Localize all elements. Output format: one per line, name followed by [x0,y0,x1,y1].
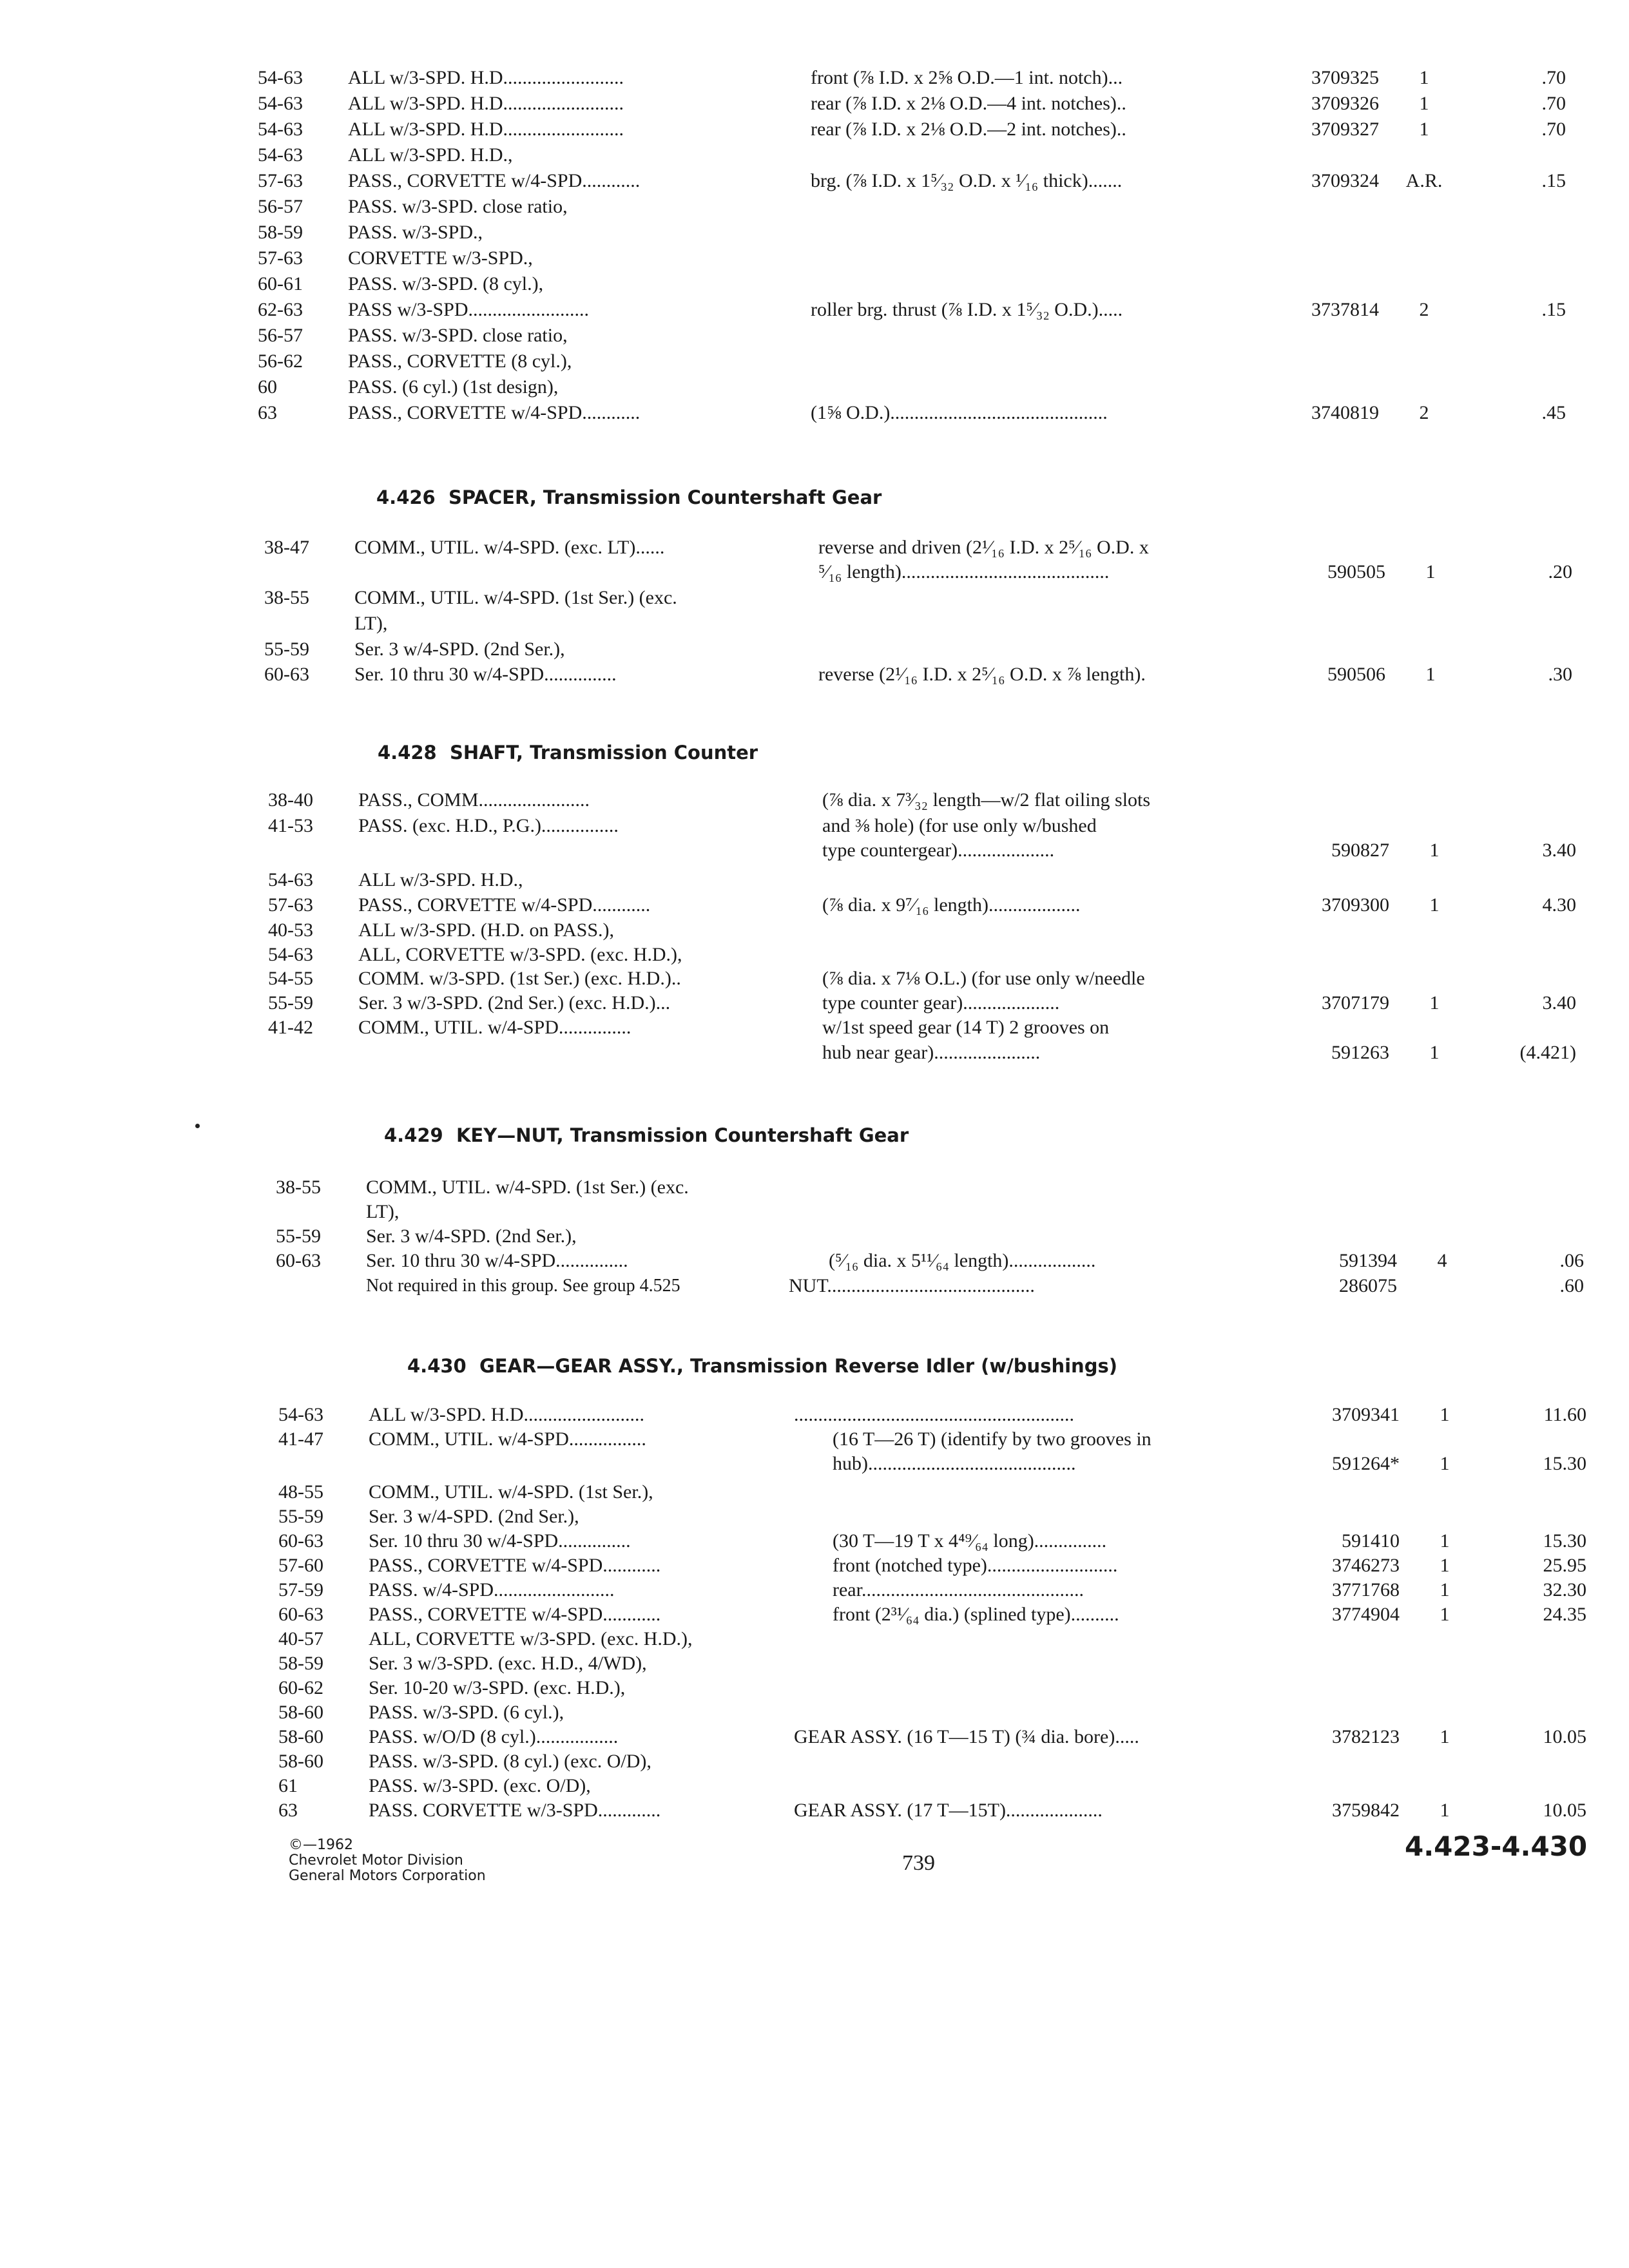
description-cell: (⁵⁄₁₆ dia. x 5¹¹⁄₆₄ length).................. [829,1250,1096,1271]
copyright-line: ©—1962 [289,1837,353,1853]
part-number-cell: 3709324 [1311,170,1379,191]
model-cell: LT), [366,1201,400,1222]
years-cell: 62-63 [258,299,303,320]
table-row [258,91,1566,117]
table-row [264,585,1521,611]
price-cell: .70 [1541,119,1566,140]
years-cell: 58-60 [278,1751,323,1772]
part-number-cell: 591410 [1342,1530,1400,1552]
table-row [268,966,1525,992]
description-cell: GEAR ASSY. (17 T—15T).................... [794,1800,1103,1821]
model-cell: PASS., CORVETTE w/4-SPD............ [369,1555,661,1576]
table-row [278,1553,1586,1579]
table-row [276,1224,1532,1249]
price-cell: .70 [1541,67,1566,88]
table-row [258,271,1514,297]
years-cell: 54-63 [268,944,313,965]
part-number-cell: 591264* [1332,1453,1400,1474]
part-number-cell: 286075 [1339,1275,1397,1296]
description-cell: type countergear).................... [822,840,1055,861]
model-cell: COMM., UTIL. w/4-SPD. (1st Ser.) (exc. [354,587,677,608]
part-number-cell: 3740819 [1311,402,1379,423]
table-row [258,194,1514,220]
years-cell: 60 [258,376,277,398]
part-number-cell: 3707179 [1322,992,1389,1014]
years-cell: 57-63 [268,894,313,916]
section-heading [384,1122,909,1148]
model-cell: Ser. 3 w/3-SPD. (exc. H.D., 4/WD), [369,1653,647,1674]
table-row [278,1798,1586,1823]
quantity-cell: 1 [1440,1726,1450,1747]
price-cell: .15 [1541,299,1566,320]
price-cell: .30 [1548,664,1572,685]
years-cell: 54-63 [258,67,303,88]
table-row [258,297,1566,323]
price-cell: 3.40 [1542,840,1576,861]
model-cell: PASS., CORVETTE (8 cyl.), [348,351,572,372]
model-cell: PASS. w/3-SPD., [348,222,483,243]
part-number-cell: 3737814 [1311,299,1379,320]
quantity-cell: 1 [1440,1579,1450,1600]
years-cell: 60-63 [278,1604,323,1625]
quantity-cell: 4 [1437,1250,1447,1271]
table-row [278,1528,1586,1554]
price-cell: 3.40 [1542,992,1576,1014]
description-cell: type counter gear).................... [822,992,1060,1014]
quantity-cell: 1 [1429,992,1440,1014]
years-cell: 38-47 [264,537,309,558]
model-cell: COMM., UTIL. w/4-SPD............... [358,1017,631,1038]
years-cell: 41-47 [278,1428,323,1450]
quantity-cell: 1 [1429,840,1440,861]
model-cell: Ser. 10 thru 30 w/4-SPD............... [366,1250,628,1271]
model-cell: PASS. w/3-SPD. (6 cyl.), [369,1702,564,1723]
model-cell: ALL w/3-SPD. H.D......................... [348,119,624,140]
years-cell: 38-55 [264,587,309,608]
years-cell: 56-57 [258,196,303,217]
model-cell: ALL, CORVETTE w/3-SPD. (exc. H.D.), [369,1628,693,1649]
model-cell: ALL w/3-SPD. H.D., [358,869,523,890]
table-row [258,245,1514,271]
years-cell: 55-59 [276,1225,321,1247]
table-row [278,1602,1586,1628]
quantity-cell: A.R. [1405,170,1443,191]
table-row [258,65,1566,91]
part-number-cell: 3709300 [1322,894,1389,916]
model-cell: COMM., UTIL. w/4-SPD. (1st Ser.), [369,1481,653,1503]
table-row [264,535,1521,561]
price-cell: .06 [1559,1250,1584,1271]
price-cell: (4.421) [1519,1042,1576,1063]
years-cell: 57-63 [258,247,303,269]
model-cell: CORVETTE w/3-SPD., [348,247,533,269]
description-cell: .......................................................... [794,1404,1074,1425]
stray-dot [195,1124,200,1128]
description-cell: front (⅞ I.D. x 2⅝ O.D.—1 int. notch)... [811,67,1123,88]
table-row [268,942,1525,968]
description-cell: reverse (2¹⁄₁₆ I.D. x 2⁵⁄₁₆ O.D. x ⅞ length). [818,664,1146,685]
quantity-cell: 1 [1440,1530,1450,1552]
model-cell: Ser. 10 thru 30 w/4-SPD............... [354,664,617,685]
description-cell: front (notched type)........................... [833,1555,1118,1576]
years-cell: 54-63 [258,93,303,114]
years-cell: 54-63 [258,119,303,140]
description-cell: (1⅝ O.D.)............................................. [811,402,1108,423]
years-cell: 38-55 [276,1177,321,1198]
part-number-cell: 591263 [1331,1042,1389,1063]
section-number: 4.428 [378,742,437,764]
table-row [258,117,1566,142]
quantity-cell: 1 [1440,1555,1450,1576]
years-cell: 61 [278,1775,298,1796]
quantity-cell: 1 [1440,1800,1450,1821]
model-cell: PASS. w/O/D (8 cyl.)................. [369,1726,619,1747]
model-cell: PASS., CORVETTE w/4-SPD............ [358,894,651,916]
quantity-cell: 2 [1419,299,1429,320]
table-row [258,168,1566,194]
years-cell: 57-60 [278,1555,323,1576]
model-cell: ALL w/3-SPD. H.D......................... [369,1404,645,1425]
table-row [278,1626,1535,1652]
quantity-cell: 1 [1419,93,1429,114]
years-cell: 58-59 [278,1653,323,1674]
division-line: Chevrolet Motor Division [289,1852,463,1869]
part-number-cell: 3746273 [1332,1555,1400,1576]
price-cell: 10.05 [1543,1726,1586,1747]
model-cell: Not required in this group. See group 4.525 [366,1276,680,1296]
table-row [278,1651,1535,1677]
description-cell: (⅞ dia. x 9⁷⁄₁₆ length)................... [822,894,1081,916]
model-cell: Ser. 10 thru 30 w/4-SPD............... [369,1530,631,1552]
table-row [278,1700,1535,1725]
quantity-cell: 2 [1419,402,1429,423]
quantity-cell: 1 [1425,664,1436,685]
part-number-cell: 3771768 [1332,1579,1400,1600]
model-cell: Ser. 3 w/3-SPD. (2nd Ser.) (exc. H.D.)... [358,992,671,1014]
model-cell: PASS. CORVETTE w/3-SPD............. [369,1800,661,1821]
part-number-cell: 590506 [1327,664,1385,685]
table-row [268,990,1576,1016]
model-cell: PASS., COMM....................... [358,789,590,811]
description-cell: and ⅜ hole) (for use only w/bushed [822,815,1097,836]
model-cell: ALL, CORVETTE w/3-SPD. (exc. H.D.), [358,944,682,965]
quantity-cell: 1 [1419,119,1429,140]
years-cell: 60-63 [276,1250,321,1271]
price-cell: .70 [1541,93,1566,114]
price-cell: 4.30 [1542,894,1576,916]
price-cell: .45 [1541,402,1566,423]
table-row [258,400,1566,426]
section-title: GEAR—GEAR ASSY., Transmission Reverse Idler (w/bushings) [479,1355,1117,1377]
years-cell: 57-63 [258,170,303,191]
corporation-line: General Motors Corporation [289,1868,486,1884]
years-cell: 40-53 [268,919,313,941]
model-cell: PASS. (exc. H.D., P.G.)................ [358,815,619,836]
years-cell: 54-55 [268,968,313,989]
price-cell: 24.35 [1543,1604,1586,1625]
table-row [278,1427,1535,1452]
years-cell: 40-57 [278,1628,323,1649]
table-row [268,867,1525,893]
model-cell: PASS w/3-SPD......................... [348,299,589,320]
years-cell: 60-61 [258,273,303,294]
model-cell: PASS. (6 cyl.) (1st design), [348,376,559,398]
years-cell: 54-63 [258,144,303,166]
description-cell: rear.............................................. [833,1579,1084,1600]
description-cell: reverse and driven (2¹⁄₁₆ I.D. x 2⁵⁄₁₆ O.D. x [818,537,1149,558]
model-cell: COMM. w/3-SPD. (1st Ser.) (exc. H.D.).. [358,968,681,989]
description-cell: rear (⅞ I.D. x 2⅛ O.D.—2 int. notches).. [811,119,1126,140]
section-number: 4.430 [407,1355,467,1377]
price-cell: 11.60 [1543,1404,1586,1425]
years-cell: 58-60 [278,1702,323,1723]
quantity-cell: 1 [1429,894,1440,916]
section-heading [378,740,758,765]
table-row [276,1175,1532,1200]
table-row [278,1451,1586,1477]
part-number-cell: 3782123 [1332,1726,1400,1747]
years-cell: 60-62 [278,1677,323,1698]
table-row [268,918,1525,943]
table-row [264,637,1521,662]
model-cell: PASS. w/3-SPD. (exc. O/D), [369,1775,591,1796]
model-cell: ALL w/3-SPD. (H.D. on PASS.), [358,919,615,941]
table-row [268,787,1525,813]
table-row [278,1724,1586,1750]
description-cell: (30 T—19 T x 4⁴⁹⁄₆₄ long)............... [833,1530,1107,1552]
years-cell: 55-59 [264,639,309,660]
model-cell: Ser. 3 w/4-SPD. (2nd Ser.), [366,1225,577,1247]
section-title: KEY—NUT, Transmission Countershaft Gear [456,1124,909,1146]
table-row [268,1040,1576,1066]
years-cell: 38-40 [268,789,313,811]
model-cell: COMM., UTIL. w/4-SPD. (exc. LT)...... [354,537,665,558]
section-heading [376,485,882,510]
table-row [268,892,1576,918]
model-cell: Ser. 10-20 w/3-SPD. (exc. H.D.), [369,1677,626,1698]
years-cell: 56-62 [258,351,303,372]
quantity-cell: 1 [1425,561,1436,582]
table-row [278,1479,1535,1505]
part-number-cell: 3709326 [1311,93,1379,114]
description-cell: rear (⅞ I.D. x 2⅛ O.D.—4 int. notches).. [811,93,1126,114]
table-row [278,1749,1535,1774]
model-cell: COMM., UTIL. w/4-SPD................ [369,1428,646,1450]
description-cell: hub near gear)...................... [822,1042,1041,1063]
section-heading [407,1353,1117,1379]
group-range: 4.423-4.430 [1405,1831,1588,1862]
section-title: SHAFT, Transmission Counter [449,742,758,764]
model-cell: PASS., CORVETTE w/4-SPD............ [348,170,641,191]
quantity-cell: 1 [1440,1404,1450,1425]
table-row [278,1504,1535,1530]
table-row [258,323,1514,349]
model-cell: ALL w/3-SPD. H.D......................... [348,67,624,88]
table-row [278,1675,1535,1701]
price-cell: 10.05 [1543,1800,1586,1821]
years-cell: 48-55 [278,1481,323,1503]
description-cell: w/1st speed gear (14 T) 2 grooves on [822,1017,1110,1038]
table-row [276,1273,1584,1299]
price-cell: .60 [1559,1275,1584,1296]
part-number-cell: 3709341 [1332,1404,1400,1425]
section-title: SPACER, Transmission Countershaft Gear [448,486,882,508]
years-cell: 41-42 [268,1017,313,1038]
model-cell: PASS. w/3-SPD. (8 cyl.) (exc. O/D), [369,1751,651,1772]
model-cell: ALL w/3-SPD. H.D., [348,144,513,166]
description-cell: (⅞ dia. x 7³⁄₃₂ length—w/2 flat oiling slots [822,789,1151,811]
table-row [268,1015,1525,1041]
years-cell: 60-63 [278,1530,323,1552]
table-row [258,374,1514,400]
years-cell: 41-53 [268,815,313,836]
price-cell: .20 [1548,561,1572,582]
years-cell: 54-63 [278,1404,323,1425]
quantity-cell: 1 [1440,1604,1450,1625]
part-number-cell: 590505 [1327,561,1385,582]
table-row [276,1199,1532,1225]
years-cell: 63 [278,1800,298,1821]
years-cell: 54-63 [268,869,313,890]
description-cell: hub)........................................... [833,1453,1076,1474]
table-row [258,349,1514,374]
description-cell: front (2³¹⁄₆₄ dia.) (splined type).......... [833,1604,1119,1625]
table-row [268,838,1576,863]
model-cell: Ser. 3 w/4-SPD. (2nd Ser.), [369,1506,579,1527]
table-row [268,813,1525,839]
description-cell: GEAR ASSY. (16 T—15 T) (¾ dia. bore)..... [794,1726,1139,1747]
description-cell: ⁵⁄₁₆ length)........................................... [818,561,1110,582]
part-number-cell: 3709327 [1311,119,1379,140]
model-cell: PASS. w/3-SPD. (8 cyl.), [348,273,544,294]
years-cell: 55-59 [268,992,313,1014]
description-cell: (16 T—26 T) (identify by two grooves in [833,1428,1152,1450]
model-cell: LT), [354,613,388,634]
model-cell: PASS. w/4-SPD......................... [369,1579,615,1600]
part-number-cell: 3774904 [1332,1604,1400,1625]
years-cell: 60-63 [264,664,309,685]
section-number: 4.429 [384,1124,443,1146]
price-cell: .15 [1541,170,1566,191]
price-cell: 25.95 [1543,1555,1586,1576]
part-number-cell: 3709325 [1311,67,1379,88]
quantity-cell: 1 [1419,67,1429,88]
price-cell: 32.30 [1543,1579,1586,1600]
table-row [278,1577,1586,1603]
page-number: 739 [902,1851,935,1875]
description-cell: (⅞ dia. x 7⅛ O.L.) (for use only w/needle [822,968,1145,989]
section-number: 4.426 [376,486,436,508]
years-cell: 56-57 [258,325,303,346]
table-row [278,1773,1535,1799]
model-cell: PASS. w/3-SPD. close ratio, [348,196,568,217]
years-cell: 63 [258,402,277,423]
model-cell: ALL w/3-SPD. H.D......................... [348,93,624,114]
description-cell: roller brg. thrust (⅞ I.D. x 1⁵⁄₃₂ O.D.)..... [811,299,1123,320]
model-cell: COMM., UTIL. w/4-SPD. (1st Ser.) (exc. [366,1177,689,1198]
table-row [264,559,1572,585]
table-row [264,611,1521,637]
model-cell: PASS. w/3-SPD. close ratio, [348,325,568,346]
description-cell: NUT........................................... [789,1275,1035,1296]
part-number-cell: 590827 [1331,840,1389,861]
description-cell: brg. (⅞ I.D. x 1⁵⁄₃₂ O.D. x ¹⁄₁₆ thick)....... [811,170,1123,191]
price-cell: 15.30 [1543,1530,1586,1552]
quantity-cell: 1 [1440,1453,1450,1474]
years-cell: 58-59 [258,222,303,243]
part-number-cell: 3759842 [1332,1800,1400,1821]
table-row [264,662,1572,687]
quantity-cell: 1 [1429,1042,1440,1063]
table-row [276,1248,1584,1274]
table-row [258,142,1514,168]
publisher-credit [289,1838,486,1884]
years-cell: 58-60 [278,1726,323,1747]
years-cell: 55-59 [278,1506,323,1527]
model-cell: PASS., CORVETTE w/4-SPD............ [348,402,641,423]
years-cell: 57-59 [278,1579,323,1600]
price-cell: 15.30 [1543,1453,1586,1474]
table-row [258,220,1514,245]
table-row [278,1402,1586,1428]
part-number-cell: 591394 [1339,1250,1397,1271]
model-cell: PASS., CORVETTE w/4-SPD............ [369,1604,661,1625]
model-cell: Ser. 3 w/4-SPD. (2nd Ser.), [354,639,565,660]
